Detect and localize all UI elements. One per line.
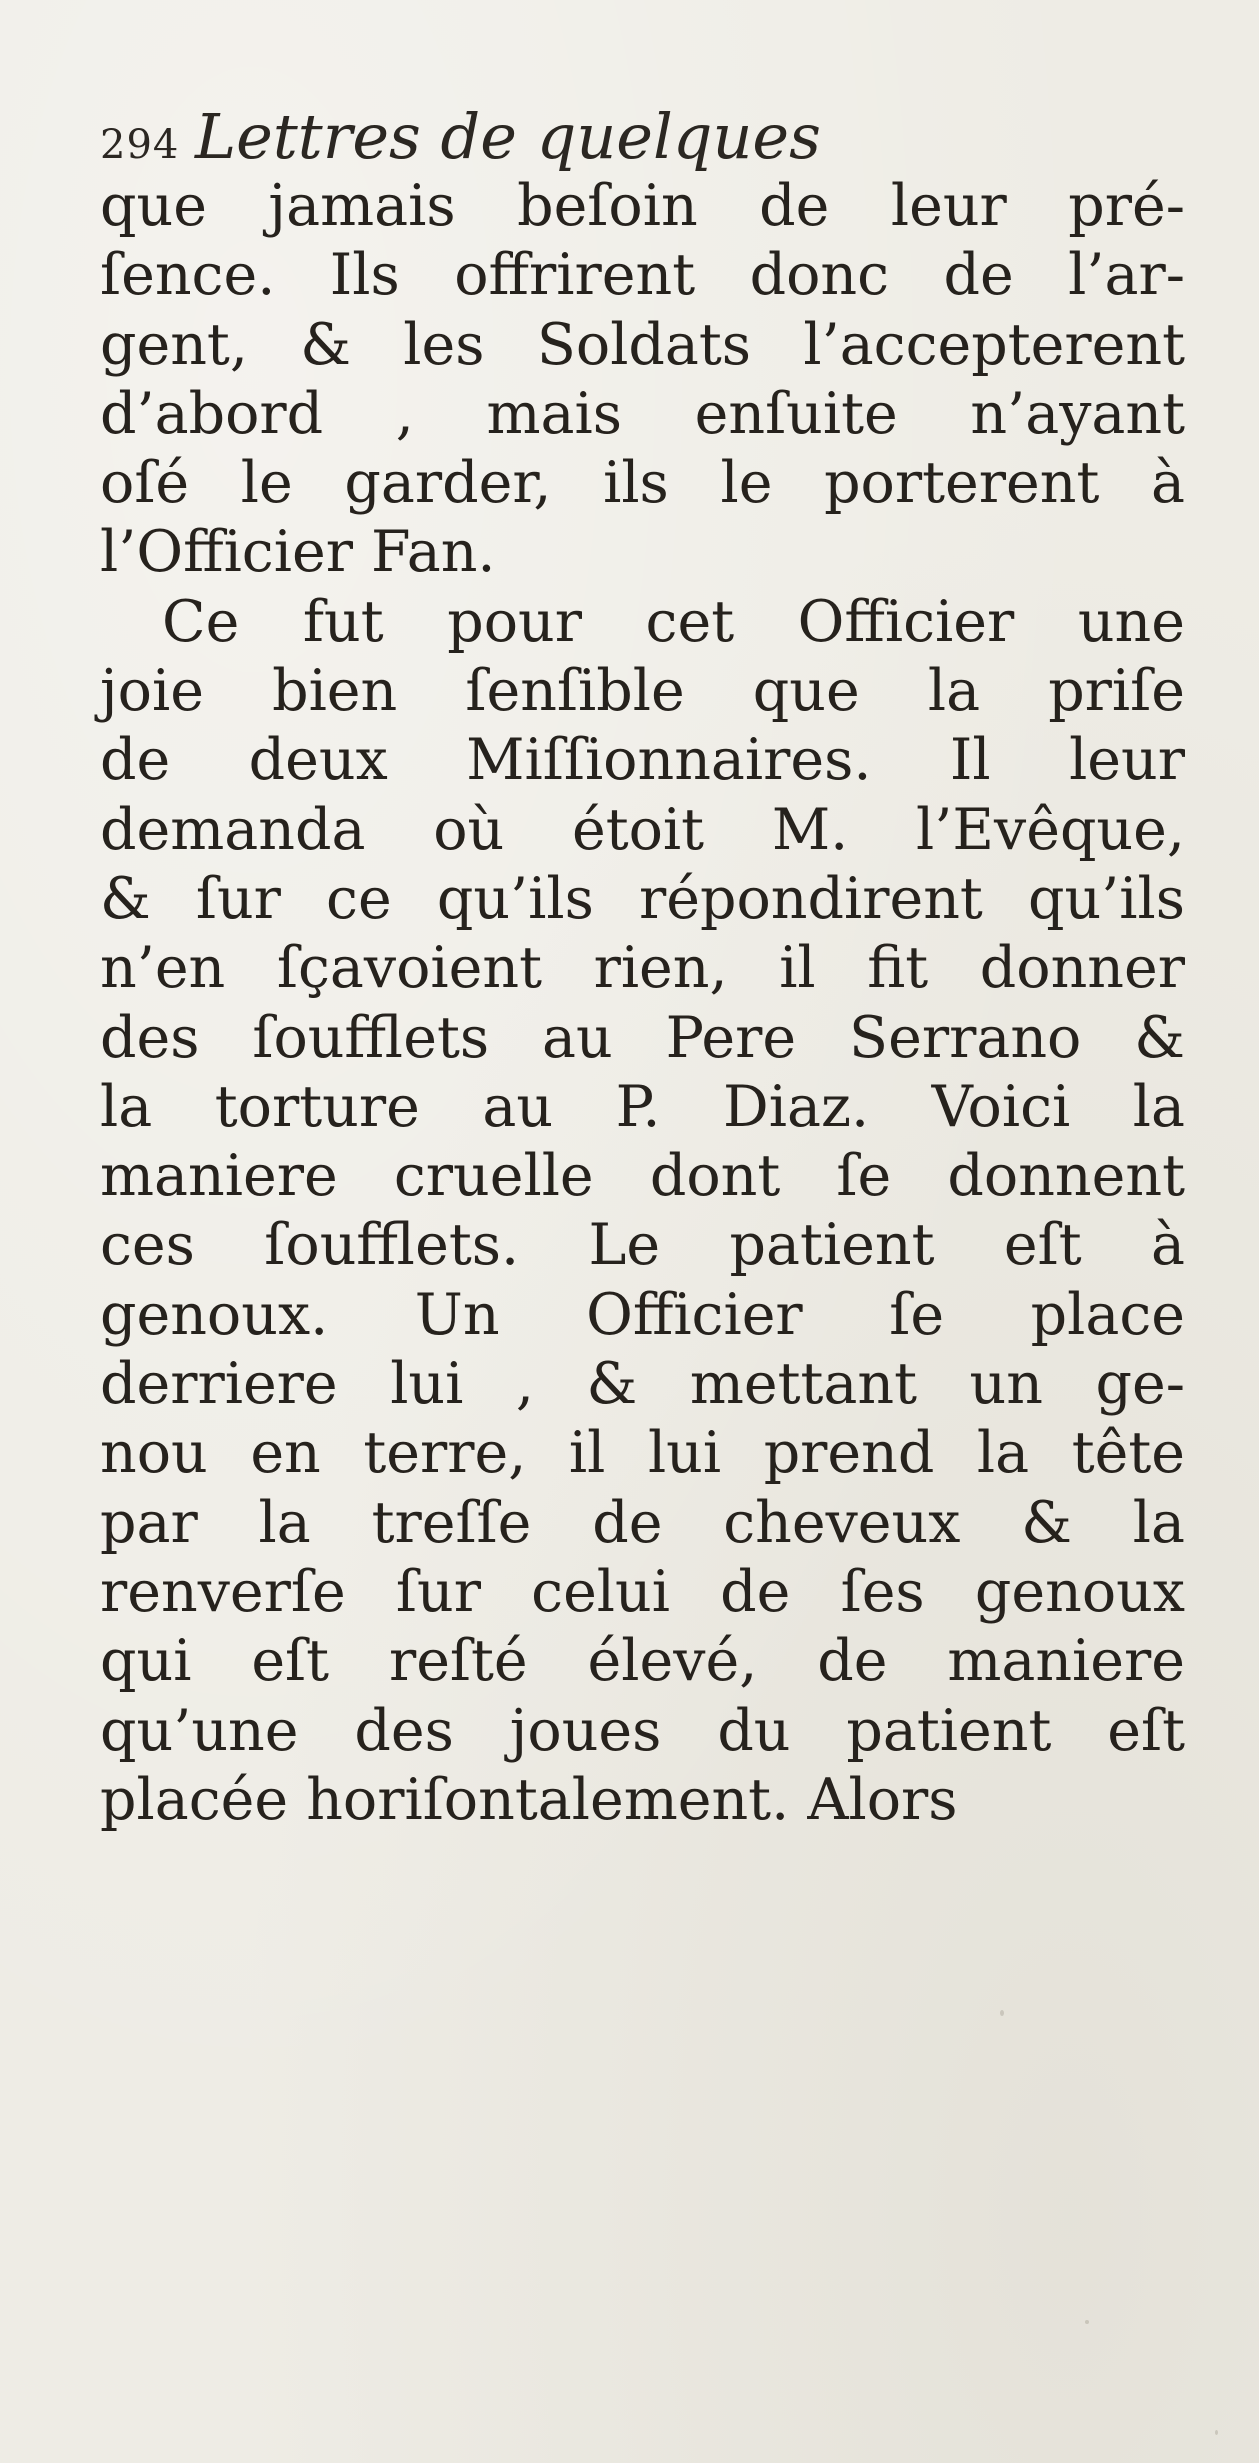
text-line: qu’une des joues du patient eſt [100,1697,1185,1764]
text-line: qui eſt reſté élevé, de maniere [100,1628,1185,1695]
text-line: & ſur ce qu’ils répondirent qu’ils [100,865,1185,932]
text-line: Ce fut pour cet Officier une [162,588,1185,655]
running-head [100,100,1200,173]
text-line: n’en ſçavoient rien, il fit donner [100,935,1185,1002]
text-line: derriere lui , & mettant un ge- [100,1351,1185,1418]
text-line: de deux Miſſionnaires. Il leur [100,727,1185,794]
text-line: que jamais beſoin de leur pré- [100,173,1185,239]
body-text [100,172,1185,1835]
text-line: renverſe ſur celui de ſes genoux [100,1558,1185,1625]
text-line: ſence. Ils offrirent donc de l’ar- [100,242,1185,309]
text-line: gent, & les Soldats l’accepterent [100,311,1185,378]
text-line: maniere cruelle dont ſe donnent [100,1143,1185,1210]
running-title: Lettres de quelques [195,100,821,173]
text-line: nou en terre, il lui prend la tête [100,1420,1185,1487]
paper-speck [1085,2320,1089,2324]
text-line: l’Officier Fan. [100,519,496,586]
page-number: 294 [100,122,180,168]
text-line: la torture au P. Diaz. Voici la [100,1073,1185,1140]
text-line: demanda où étoit M. l’Evêque, [100,796,1185,863]
text-line: ces ſoufflets. Le patient eſt à [100,1212,1185,1279]
text-line: des ſoufflets au Pere Serrano & [100,1004,1185,1071]
text-line: placée horiſontalement. Alors [100,1766,958,1833]
paper-speck [1000,2010,1004,2016]
text-line: d’abord , mais enſuite n’ayant [100,380,1185,447]
text-line: par la treſſe de cheveux & la [100,1489,1185,1556]
paper-speck [1215,2430,1218,2435]
text-line: oſé le garder, ils le porterent à [100,450,1185,517]
text-line: genoux. Un Officier ſe place [100,1281,1185,1348]
text-line: joie bien ſenſible que la priſe [100,658,1185,725]
